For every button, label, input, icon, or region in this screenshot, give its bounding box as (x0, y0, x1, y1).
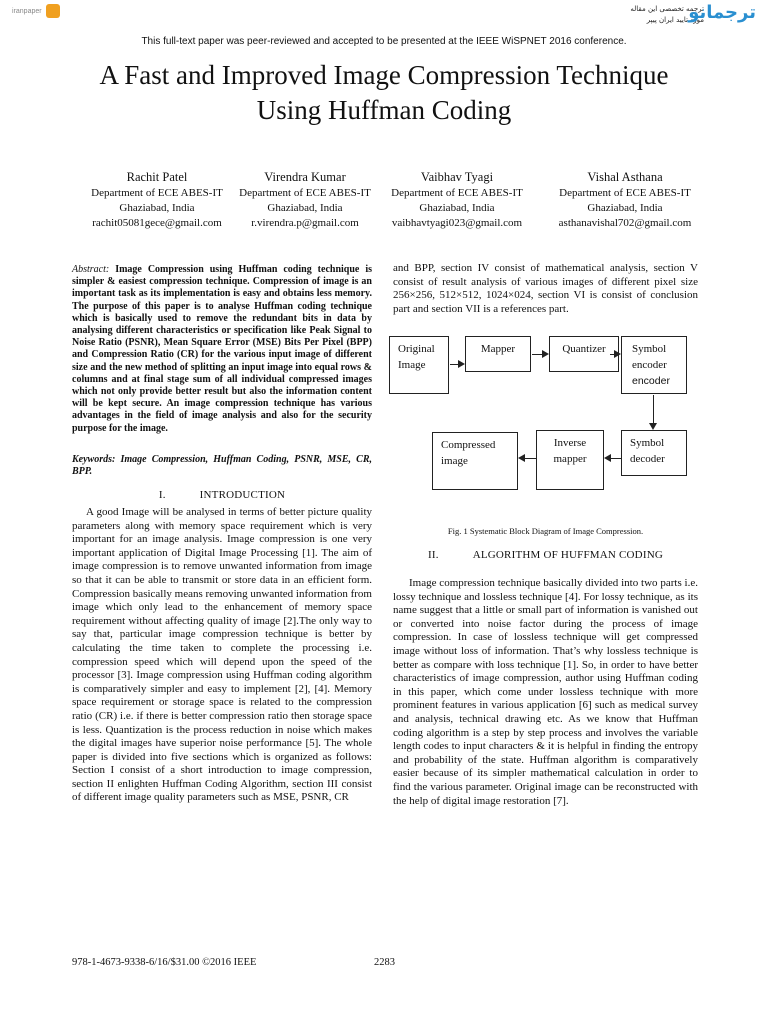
section-number: I. (158, 489, 166, 501)
author-block (72, 169, 242, 231)
tarjomano-line1: ترجمه تخصصی این مقاله (630, 5, 704, 13)
author-email: asthanavishal702@gmail.com (558, 217, 692, 229)
section-title: ALGORITHM OF HUFFMAN CODING (472, 549, 663, 561)
symbol-encoder-block (621, 336, 687, 394)
author-dept: Department of ECE ABES-IT (391, 187, 523, 199)
figure-caption: Fig. 1 Systematic Block Diagram of Image Compression. (447, 526, 644, 536)
tarjomano-logo: ترجمانو (688, 2, 756, 23)
author-name: Vishal Asthana (587, 170, 663, 184)
arrow-inverse-to-compressed (525, 458, 536, 459)
arrowhead-right-icon (542, 350, 549, 358)
arrowhead-left-icon (518, 454, 525, 462)
huffman-section-body (393, 577, 698, 808)
arrowhead-right-icon (458, 360, 465, 368)
author-dept: Department of ECE ABES-IT (91, 187, 223, 199)
paper-title (40, 58, 728, 128)
author-block (372, 169, 542, 231)
keywords-label: Keywords: (72, 454, 116, 465)
iranpaper-label: iranpaper (12, 7, 42, 15)
block-label: Original (398, 343, 435, 355)
section-title: INTRODUCTION (199, 489, 286, 501)
author-block (220, 169, 390, 231)
abstract (72, 264, 372, 435)
arrow-mapper-to-quantizer (532, 354, 542, 355)
author-name: Virendra Kumar (264, 170, 346, 184)
block-label: Symbol (632, 343, 667, 355)
original-image-block (389, 336, 449, 394)
abstract-text: Image Compression using Huffman coding technique is simpler & easiest compression technique. Compression of image is an important task as its implementation is easy and obtains less memory. The purpose of this paper is to analyse Huffman coding technique which is basically used to remove the redundant bits in data by analysing different characteristics or specification like Peak Signal to Noise Ratio (PSNR), Mean Square Error (MSE) Bits Per Pixel (BPP) and Compression Ratio (CR) for the various input image of different size and the new method of splitting an input image into equal rows & columns and at final stage sum of all individual compressed images which not only provide better result but also the information content will be kept secure. An image compression technique has various advantages in the field of image analysis and also for the security purpose for the image. (72, 264, 372, 434)
symbol-decoder-block (621, 430, 687, 476)
right-column-continued-text (393, 262, 698, 316)
quantizer-block (549, 336, 619, 372)
block-diagram (385, 330, 705, 500)
title-line1: A Fast and Improved Image Compression Technique (99, 60, 669, 90)
arrowhead-left-icon (604, 454, 611, 462)
author-dept: Department of ECE ABES-IT (559, 187, 691, 199)
page-number: 2283 (374, 957, 395, 968)
keywords-text: Image Compression, Huffman Coding, PSNR, MSE, CR, BPP. (72, 454, 373, 478)
tarjomano-watermark (616, 2, 756, 28)
title-line2: Using Huffman Coding (256, 95, 512, 125)
arrow-original-to-mapper (450, 364, 458, 365)
introduction-body (72, 506, 372, 805)
author-email: rachit05081gece@gmail.com (92, 217, 222, 229)
author-dept: Department of ECE ABES-IT (239, 187, 371, 199)
iranpaper-watermark (12, 4, 60, 18)
abstract-label: Abstract: (72, 264, 110, 275)
footer-isbn: 978-1-4673-9338-6/16/$31.00 ©2016 IEEE (72, 957, 257, 968)
keywords (72, 454, 372, 478)
block-label: decoder (630, 453, 665, 465)
author-email: r.virendra.p@gmail.com (251, 217, 359, 229)
section-heading-introduction (72, 489, 372, 501)
tarjomano-line2: مورد تایید ایران پیپر (646, 16, 704, 24)
arrow-encoder-to-decoder (653, 395, 654, 423)
continued-paragraph: and BPP, section IV consist of mathematical analysis, section V consist of result analysis of various images of different pixel size 256×256, 512×512, 1024×024, section VI is consist of conclusion part and section VII is a references part. (393, 262, 698, 315)
introduction-paragraph: A good Image will be analysed in terms of better picture quality parameters along with memory space requirement which is very important for an image analysis. Image compression is one very important application of Digital Image Processing [1]. The aim of image compression is to remove unwanted information from image so that it can be able to transmit or store data in an efficient form. Compression basically means removing unwanted information from image which only lead to the enhancement of memory space requirement without affecting quality of image [2].The only way to say that, particular image compression technique is better by calculating the time taken to complete the processing i.e. compression speed which will depend upon the speed of the processor [3]. Image compression using Huffman coding algorithm is comparatively simpler and easy to implement [2], [4]. Memory space requirement or storage space is related to the compression ratio (CR) i.e. if there is better compression ratio then storage space is less. Quantization is the process reduction in noise which makes the digital images have superior noise performance [5]. The whole paper is divided into five sections which is organized as follows: Section I consist of a short introduction to image compression, section II enlighten Huffman Coding Algorithm, section III consist of different image quality parameters such as MSE, PSNR, CR (72, 506, 372, 804)
block-label: image (441, 455, 468, 467)
block-label: Inverse (553, 437, 587, 449)
conference-notice: This full-text paper was peer-reviewed and accepted to be presented at the IEEE WiSPNET 2016 conference. (141, 36, 627, 47)
block-label: Symbol (630, 437, 665, 449)
section-number: II. (428, 549, 439, 561)
author-email: vaibhavtyagi023@gmail.com (391, 217, 523, 229)
huffman-paragraph: Image compression technique basically divided into two parts i.e. lossy technique and lossless technique [4]. For lossy technique, as its name suggest that a little or small part of information is vanished out or converted into noise factor during the process of image compression. In case of lossless technique will get compressed image without loss of information. That’s why lossless technique is better as compare with loss technique [1]. So, in order to have better characteristics of image compression, author using Huffman coding in this paper, which come under lossless technique with more prominent features in various application [6] such as medical survey and analysis, technical drawing etc. As we know that Huffman coding algorithm is a step by step process and involves the variable length codes to input characters & it is helpful in finding the entropy and probability of the state. Huffman algorithm is comparatively easier because of its simpler mathematical calculation in order to find the various parameter. Original image can be reconstructed with the help of digital image restoration [7]. (393, 577, 698, 807)
author-name: Rachit Patel (126, 170, 188, 184)
block-label: Image (398, 359, 426, 371)
arrow-decoder-to-inverse (611, 458, 621, 459)
author-city: Ghaziabad, India (419, 202, 495, 214)
author-city: Ghaziabad, India (119, 202, 195, 214)
compressed-image-block (432, 432, 518, 490)
block-label: Quantizer (562, 343, 606, 355)
arrowhead-down-icon (649, 423, 657, 430)
block-label: mapper (553, 453, 587, 465)
mapper-block (465, 336, 531, 372)
block-label: encoder (632, 359, 667, 371)
author-city: Ghaziabad, India (587, 202, 663, 214)
block-label: encoder (632, 375, 670, 387)
author-block (540, 169, 710, 231)
block-label: Compressed (441, 439, 496, 451)
section-heading-huffman (393, 549, 698, 561)
inverse-mapper-block (536, 430, 604, 490)
arrowhead-right-icon (614, 350, 621, 358)
iranpaper-logo-icon (46, 4, 60, 18)
author-name: Vaibhav Tyagi (420, 170, 494, 184)
author-city: Ghaziabad, India (267, 202, 343, 214)
block-label: Mapper (480, 343, 516, 355)
